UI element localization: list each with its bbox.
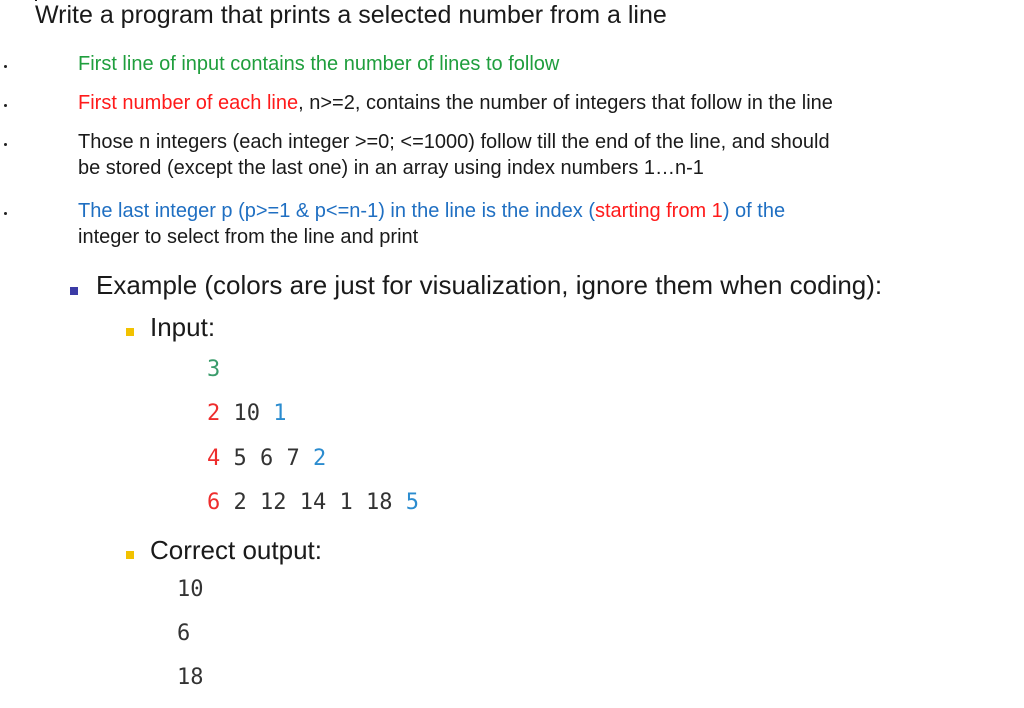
slide-title: Write a program that prints a selected number from a line	[35, 1, 667, 29]
input-first: 2	[207, 401, 221, 426]
square-bullet-icon	[70, 287, 78, 295]
input-line	[207, 446, 326, 471]
square-bullet-icon	[126, 551, 134, 559]
input-first: 4	[207, 446, 221, 471]
highlight-starting-from-1: starting from 1	[594, 200, 723, 222]
input-middle: 2 12 14 1 18	[220, 490, 406, 515]
blue-text: ) of the	[722, 200, 786, 222]
bullet-last-integer	[78, 199, 785, 224]
bullet-text: , n>=2, contains the number of integers that follow in the line	[298, 92, 833, 114]
output-line: 10	[177, 577, 204, 602]
bullet-dot	[4, 143, 7, 146]
bullet-last-integer-line2: integer to select from the line and print	[78, 226, 419, 248]
input-line	[207, 401, 286, 426]
input-middle: 10	[220, 401, 274, 426]
input-label: Input:	[150, 312, 216, 342]
bullet-first-line: First line of input contains the number of lines to follow	[78, 53, 560, 75]
output-line: 18	[177, 665, 204, 690]
input-first: 6	[207, 490, 221, 515]
blue-text: The last integer p (p>=1 & p<=n-1) in the line is the index (	[78, 200, 595, 222]
input-middle: 5 6 7	[220, 446, 313, 471]
bullet-dot	[4, 104, 7, 107]
bullet-integers-line2: be stored (except the last one) in an array using index numbers 1…n-1	[78, 157, 704, 179]
bullet-first-number	[78, 91, 833, 116]
input-line	[207, 490, 419, 515]
bullet-dot	[4, 65, 7, 68]
input-last: 1	[273, 401, 287, 426]
input-last: 2	[312, 446, 327, 471]
input-line	[207, 357, 220, 382]
bullet-integers-line1: Those n integers (each integer >=0; <=1000) follow till the end of the line, and should	[78, 131, 830, 153]
square-bullet-icon	[126, 328, 134, 336]
output-label: Correct output:	[150, 535, 322, 565]
example-label: Example (colors are just for visualization, ignore them when coding):	[96, 270, 883, 300]
input-count: 3	[207, 357, 221, 382]
bullet-dot	[4, 212, 7, 215]
output-line: 6	[177, 621, 191, 646]
input-last: 5	[405, 490, 419, 515]
highlight-first-number: First number of each line	[78, 92, 299, 114]
